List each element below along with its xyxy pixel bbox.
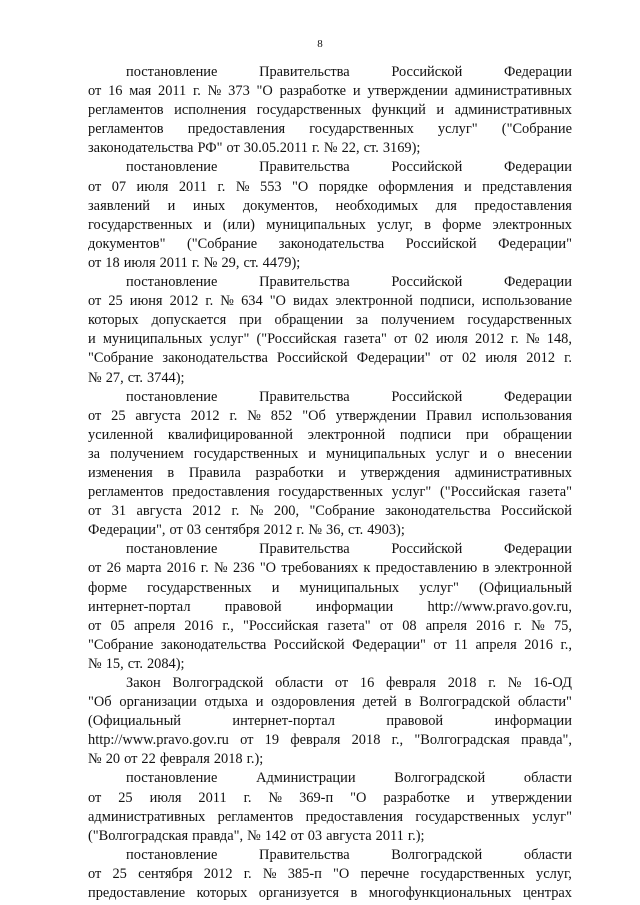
paragraph bbox=[88, 846, 572, 903]
text-line: предоставление которых организуется в многофункциональных центрах bbox=[88, 885, 572, 902]
text-line: которых допускается при обращении за получением государственных bbox=[88, 312, 572, 329]
text-line: "Собрание законодательства Российской Федерации" от 11 апреля 2016 г., bbox=[88, 636, 572, 653]
text-line: постановление Правительства Волгоградской области bbox=[126, 846, 572, 863]
text-line: документов" ("Собрание законодательства Российской Федерации" bbox=[88, 235, 572, 252]
text-line: Федерации", от 03 сентября 2012 г. № 36, ст. 4903); bbox=[88, 522, 405, 539]
document-body bbox=[88, 63, 572, 903]
text-line: (Официальный интернет-портал правовой информации bbox=[88, 713, 572, 730]
text-line: и муниципальных услуг" ("Российская газета" от 02 июля 2012 г. № 148, bbox=[88, 331, 572, 348]
text-line: от 07 июля 2011 г. № 553 "О порядке оформления и представления bbox=[88, 178, 572, 195]
paragraph bbox=[88, 540, 572, 674]
paragraph bbox=[88, 63, 572, 158]
text-line: № 27, ст. 3744); bbox=[88, 369, 185, 386]
text-line: № 15, ст. 2084); bbox=[88, 655, 185, 672]
text-line: постановление Администрации Волгоградской области bbox=[126, 770, 572, 787]
text-line: регламентов предоставления государственных услуг" ("Российская газета" bbox=[88, 484, 572, 501]
text-line: от 18 июля 2011 г. № 29, ст. 4479); bbox=[88, 254, 301, 271]
text-line: от 26 марта 2016 г. № 236 "О требованиях к предоставлению в электронной bbox=[88, 560, 572, 577]
text-line: "Об организации отдыха и оздоровления детей в Волгоградской области" bbox=[88, 694, 572, 711]
text-line: законодательства РФ" от 30.05.2011 г. № 22, ст. 3169); bbox=[88, 140, 421, 157]
paragraph bbox=[88, 769, 572, 845]
text-line: от 25 июня 2012 г. № 634 "О видах электронной подписи, использование bbox=[88, 293, 572, 310]
text-line: Закон Волгоградской области от 16 февраля 2018 г. № 16-ОД bbox=[126, 675, 572, 691]
text-line: постановление Правительства Российской Федерации bbox=[126, 541, 572, 558]
text-line: государственных и (или) муниципальных услуг, в форме электронных bbox=[88, 216, 572, 233]
text-line: заявлений и иных документов, необходимых для предоставления bbox=[88, 197, 572, 214]
page-number: 8 bbox=[317, 38, 323, 50]
text-line: постановление Правительства Российской Федерации bbox=[126, 159, 572, 176]
text-line: интернет-портал правовой информации http://www.pravo.gov.ru, bbox=[88, 598, 572, 615]
text-line: постановление Правительства Российской Федерации bbox=[126, 274, 572, 291]
text-line: от 05 апреля 2016 г., "Российская газета" от 08 апреля 2016 г. № 75, bbox=[88, 617, 572, 634]
text-line: № 20 от 22 февраля 2018 г.); bbox=[88, 751, 264, 768]
text-line: административных регламентов предоставления государственных услуг" bbox=[88, 808, 572, 825]
text-line: изменения в Правила разработки и утверждения административных bbox=[88, 464, 572, 481]
text-line: от 31 августа 2012 г. № 200, "Собрание законодательства Российской bbox=[88, 503, 572, 520]
text-line: постановление Правительства Российской Федерации bbox=[126, 64, 572, 80]
text-line: от 25 августа 2012 г. № 852 "Об утверждении Правил использования bbox=[88, 407, 572, 424]
text-line: постановление Правительства Российской Федерации bbox=[126, 388, 572, 405]
paragraph bbox=[88, 273, 572, 388]
text-line: форме государственных и муниципальных услуг" (Официальный bbox=[88, 579, 572, 596]
text-line: ("Волгоградская правда", № 142 от 03 августа 2011 г.); bbox=[88, 827, 425, 844]
text-line: от 25 сентября 2012 г. № 385-п "О перечне государственных услуг, bbox=[88, 865, 572, 882]
text-line: "Собрание законодательства Российской Федерации" от 02 июля 2012 г. bbox=[88, 350, 572, 367]
paragraph bbox=[88, 674, 572, 769]
paragraph bbox=[88, 388, 572, 541]
text-line: от 16 мая 2011 г. № 373 "О разработке и утверждении административных bbox=[88, 83, 572, 100]
paragraph bbox=[88, 158, 572, 273]
text-line: регламентов предоставления государственных услуг" ("Собрание bbox=[88, 121, 572, 138]
text-line: за получением государственных и муниципальных услуг и о внесении bbox=[88, 445, 572, 462]
text-line: усиленной квалифицированной электронной подписи при обращении bbox=[88, 426, 572, 443]
text-line: http://www.pravo.gov.ru от 19 февраля 2018 г., "Волгоградская правда", bbox=[88, 732, 572, 749]
text-line: от 25 июля 2011 г. № 369-п "О разработке и утверждении bbox=[88, 789, 572, 806]
text-line: регламентов исполнения государственных функций и административных bbox=[88, 102, 572, 119]
